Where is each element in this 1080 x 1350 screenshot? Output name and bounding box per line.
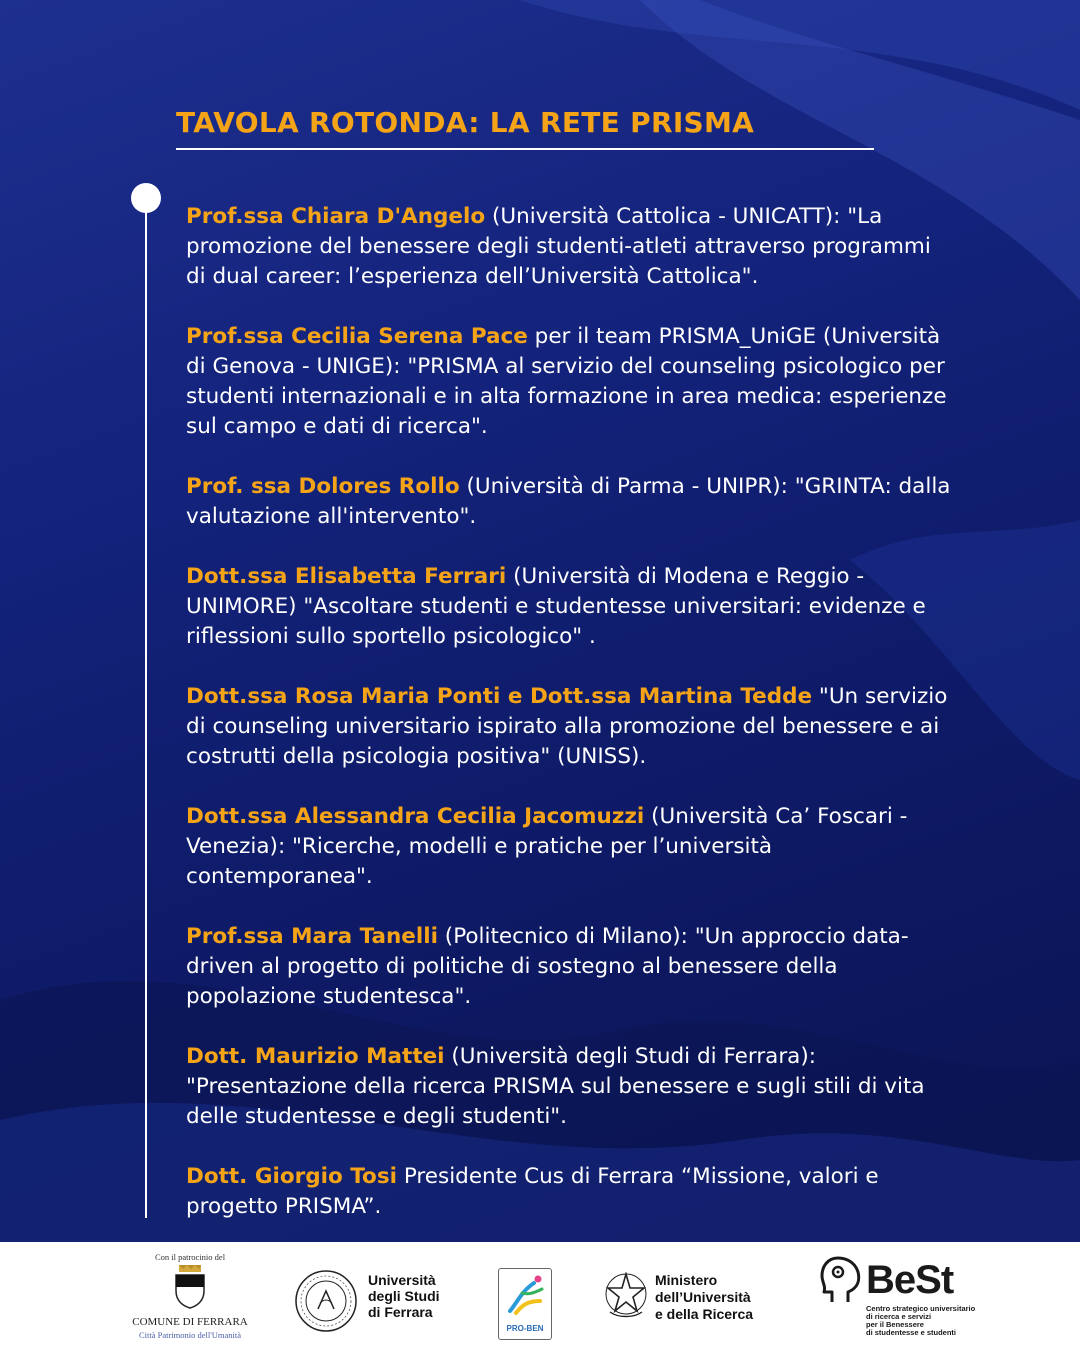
best-line: per il Benessere xyxy=(866,1320,924,1329)
speaker-name: Dott. Maurizio Mattei xyxy=(186,1044,445,1069)
unife-line: degli Studi xyxy=(368,1288,440,1304)
speaker-item xyxy=(186,562,956,652)
unife-seal-icon xyxy=(294,1269,358,1333)
shield-icon xyxy=(173,1265,207,1309)
unife-line: Università xyxy=(368,1272,436,1288)
best-line: Centro strategico universitario xyxy=(866,1304,976,1313)
speaker-item xyxy=(186,1162,956,1222)
title-underline xyxy=(176,148,874,150)
speaker-talk: (Università di Parma - UNIPR): "GRINTA: dalla valutazione all'intervento". xyxy=(186,474,951,529)
page-title: TAVOLA ROTONDA: LA RETE PRISMA xyxy=(176,106,755,139)
comune-ferrara-logo xyxy=(128,1252,252,1344)
proben-logo xyxy=(498,1268,552,1340)
italian-emblem-icon xyxy=(604,1272,648,1320)
speaker-name: Dott.ssa Alessandra Cecilia Jacomuzzi xyxy=(186,804,645,829)
mur-line: e della Ricerca xyxy=(655,1306,754,1322)
mur-line: Ministero xyxy=(655,1272,718,1288)
speaker-list xyxy=(186,202,956,1242)
speaker-item xyxy=(186,682,956,772)
best-logo-text: BeSt xyxy=(866,1258,954,1302)
comune-top-text: Con il patrocinio del xyxy=(154,1252,226,1262)
comune-subtitle: Città Patrimonio dell'Umanità xyxy=(138,1330,242,1340)
speaker-talk: (Politecnico di Milano): "Un approccio data-driven al progetto di politiche di sostegno al benessere della popolazione studentesca". xyxy=(186,924,909,1009)
speaker-item xyxy=(186,1042,956,1132)
speaker-name: Prof.ssa Cecilia Serena Pace xyxy=(186,324,528,349)
speaker-name: Dott. Giorgio Tosi xyxy=(186,1164,397,1189)
speaker-talk: (Università Ca’ Foscari - Venezia): "Ricerche, modelli e pratiche per l’università contemporanea". xyxy=(186,804,908,889)
timeline-dot xyxy=(131,183,161,213)
runner-icon xyxy=(500,1271,550,1321)
speaker-talk: per il team PRISMA_UniGE (Università di Genova - UNIGE): "PRISMA al servizio del counseling psicologico per studenti internazionali e in alta formazione in area medica: esperienze sul campo e dati di ricerca". xyxy=(186,324,947,439)
speaker-item xyxy=(186,922,956,1012)
speaker-name: Prof.ssa Chiara D'Angelo xyxy=(186,204,486,229)
comune-name: COMUNE DI FERRARA xyxy=(132,1316,248,1328)
best-subtitle xyxy=(866,1305,976,1337)
mur-name xyxy=(655,1272,753,1323)
speaker-name: Dott.ssa Rosa Maria Ponti e Dott.ssa Martina Tedde xyxy=(186,684,813,709)
speaker-talk: (Università di Modena e Reggio - UNIMORE) "Ascoltare studenti e studentesse universitari: evidenze e riflessioni sullo sportello psicologico" . xyxy=(186,564,926,649)
speaker-talk: (Università Cattolica - UNICATT): "La promozione del benessere degli studenti-atleti attraverso programmi di dual career: l’esperienza dell’Università Cattolica". xyxy=(186,204,931,289)
head-profile-icon xyxy=(818,1256,864,1306)
speaker-talk: (Università degli Studi di Ferrara): "Presentazione della ricerca PRISMA sul benessere e sugli stili di vita delle studentesse e degli studenti". xyxy=(186,1044,925,1129)
best-line: di studentesse e studenti xyxy=(866,1328,957,1337)
speaker-item xyxy=(186,802,956,892)
unife-name xyxy=(368,1272,440,1320)
mur-line: dell’Università xyxy=(655,1289,751,1305)
unife-line: di Ferrara xyxy=(368,1304,433,1320)
timeline-line xyxy=(145,198,147,1218)
speaker-talk: Presidente Cus di Ferrara “Missione, valori e progetto PRISMA”. xyxy=(186,1164,879,1219)
speaker-item xyxy=(186,322,956,442)
speaker-name: Prof.ssa Mara Tanelli xyxy=(186,924,438,949)
proben-label: PRO-BEN xyxy=(506,1324,544,1333)
speaker-talk: "Un servizio di counseling universitario ispirato alla promozione del benessere e ai costrutti della psicologia positiva" (UNISS). xyxy=(186,684,948,769)
speaker-name: Dott.ssa Elisabetta Ferrari xyxy=(186,564,507,589)
best-line: di ricerca e servizi xyxy=(866,1312,932,1321)
speaker-name: Prof. ssa Dolores Rollo xyxy=(186,474,460,499)
speaker-item xyxy=(186,202,956,292)
speaker-item xyxy=(186,472,956,532)
